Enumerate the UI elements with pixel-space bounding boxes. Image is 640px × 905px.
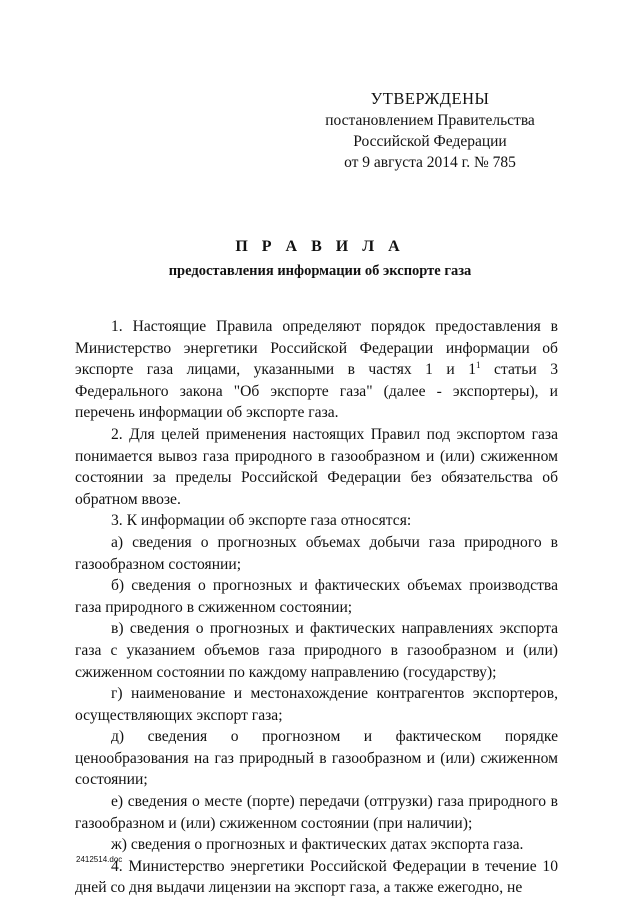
- paragraph-1-part-b: статьи 3 Федерального закона "Об экспорте газа" (далее - экспортеры), и перечень информации об экспорте газа.: [75, 361, 559, 422]
- approval-line-1: постановлением Правительства: [325, 112, 535, 129]
- paragraph-3a: а) сведения о прогнозных объемах добычи газа природного в газообразном состоянии;: [75, 533, 558, 573]
- document-title: П Р А В И Л А: [235, 238, 405, 255]
- paragraph-3b: б) сведения о прогнозных и фактических объемах производства газа природного в сжиженном состоянии;: [75, 577, 558, 616]
- approval-line-2: Российской Федерации: [353, 133, 507, 150]
- approval-stamp: [300, 88, 560, 173]
- paragraph-3f: е) сведения о месте (порте) передачи (отгрузки) газа природного в газообразном и (или) сжиженном состоянии (при наличии);: [75, 793, 558, 832]
- file-name-footer: 2412514.doc: [76, 855, 123, 864]
- paragraph-1-part-a: 1. Настоящие Правила определяют порядок предоставления в Министерство энергетики Российской Федерации информации об экспорте газа лицами, указанными в частях 1 и 1: [75, 318, 558, 379]
- paragraph-2: 2. Для целей применения настоящих Правил под экспортом газа понимается вывоз газа природного в газообразном и (или) сжиженном состоянии за пределы Российской Федерации без обязательства об обратном ввозе.: [75, 425, 558, 508]
- paragraph-1: [75, 316, 558, 424]
- paragraph-3e: д) сведения о прогнозном и фактическом порядке ценообразования на газ природный в газообразном и (или) сжиженном состоянии;: [75, 728, 558, 789]
- paragraph-3g: ж) сведения о прогнозных и фактических датах экспорта газа.: [111, 836, 524, 854]
- paragraph-3d: г) наименование и местонахождение контрагентов экспортеров, осуществляющих экспорт газа;: [75, 685, 558, 724]
- paragraph-3c: в) сведения о прогнозных и фактических направлениях экспорта газа с указанием объемов газа природного в газообразном и (или) сжиженном состоянии по каждому направлению (государству);: [75, 620, 558, 681]
- document-subtitle: предоставления информации об экспорте газа: [168, 263, 472, 279]
- approval-heading: УТВЕРЖДЕНЫ: [370, 89, 490, 108]
- paragraph-3: 3. К информации об экспорте газа относятся:: [111, 512, 412, 530]
- paragraph-4: 4. Министерство энергетики Российской Федерации в течение 10 дней со дня выдачи лицензии на экспорт газа, а также ежегодно, не: [75, 857, 558, 897]
- approval-line-3: от 9 августа 2014 г. № 785: [344, 154, 516, 171]
- paragraph-1-superscript: 1: [476, 360, 481, 371]
- document-body: [75, 316, 558, 899]
